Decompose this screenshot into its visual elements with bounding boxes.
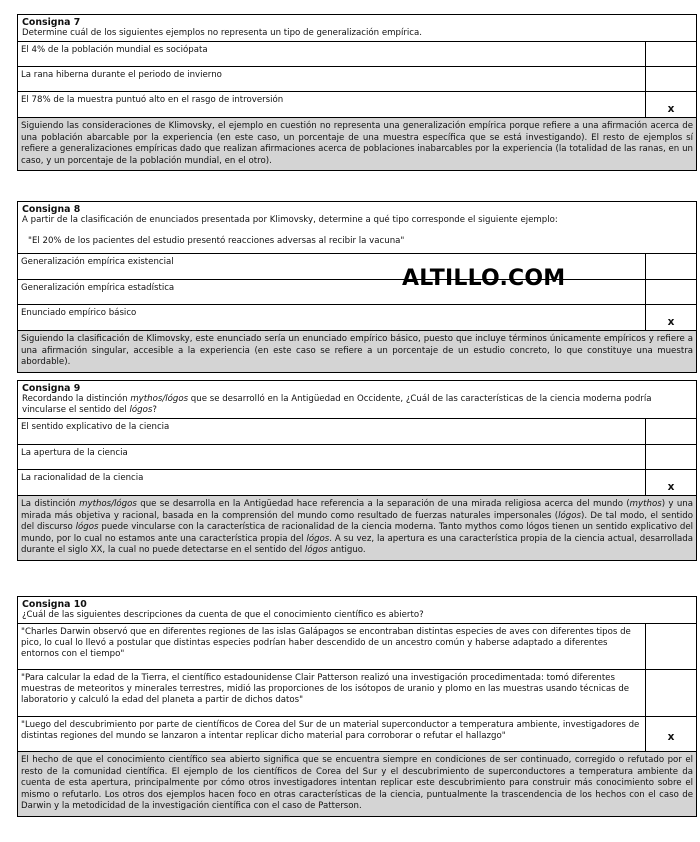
option-mark: [646, 254, 696, 279]
consigna-7-explanation: Siguiendo las consideraciones de Klimovsky, el ejemplo en cuestión no representa una generalización empírica porque refiere a una afirmación acerca de una población abarcable por la experiencia (en este caso, un porcentaje de una muestra específica que se está investigando). El resto de ejemplos sí refiere a generalizaciones empíricas dado que realizan afirmaciones acerca de poblaciones inabarcables por la experiencia (la totalidad de las ranas, en un caso, y un porcentaje de la población mundial, en el otro).: [18, 118, 696, 170]
exp-part: . A su vez, la apertura es una característica propia de la ciencia actual, desarrollada durante el siglo XX, la cual no puede detectarse en el sentido del: [21, 533, 693, 556]
option-row: [18, 470, 696, 496]
consigna-8-explanation: Siguiendo la clasificación de Klimovsky, este enunciado sería un enunciado empírico básico, puesto que incluye términos únicamente empíricos y refiere a una afirmación singular, accesible a la experiencia (en este caso se refiere a un porcentaje de un estudio concreto, lo que constituye una muestra abordable).: [18, 331, 696, 372]
option-row: [18, 419, 696, 445]
option-mark-selected: x: [667, 481, 675, 493]
exp-part: antiguo.: [327, 545, 366, 556]
consigna-8-title: Consigna 8: [22, 204, 81, 215]
option-row: [18, 717, 696, 752]
consigna-10-block: [17, 596, 697, 817]
consigna-8-question: A partir de la clasificación de enunciados presentada por Klimovsky, determine a qué tipo corresponde el siguiente ejemplo:: [22, 215, 558, 225]
consigna-8-block: [17, 201, 697, 373]
option-mark: [646, 445, 696, 469]
option-row: [18, 254, 696, 280]
consigna-7-question: Determine cuál de los siguientes ejemplos no representa un tipo de generalización empírica.: [22, 28, 423, 38]
consigna-7-header: [18, 15, 696, 42]
option-text: El 4% de la población mundial es sociópata: [18, 42, 646, 66]
consigna-9-question: [22, 394, 692, 416]
question-italic: mythos/lógos: [130, 394, 189, 404]
consigna-7-block: [17, 14, 697, 171]
option-row: [18, 624, 696, 670]
exp-part: La distinción: [21, 499, 80, 509]
option-text: Generalización empírica existencial: [18, 254, 646, 279]
option-text: Generalización empírica estadística: [18, 280, 646, 304]
option-text: "Para calcular la edad de la Tierra, el científico estadounidense Clair Patterson realizó una investigación procedimentada: tomó diferentes muestras de meteoritos y minerales terrestres, midió las proporciones de los isótopos de uranio y plomo en las muestras usando técnicas de laboratorio y calculó la edad del planeta a partir de dichos datos": [18, 670, 646, 716]
option-row: [18, 92, 696, 118]
option-mark: [646, 67, 696, 91]
question-part: que se desarrolló en la Antigüedad en Occidente, ¿Cuál de las características de la ciencia moderna podría vincularse el sentido del: [22, 394, 652, 415]
exp-italic: lógos: [306, 533, 330, 544]
option-text: "Charles Darwin observó que en diferentes regiones de las islas Galápagos se encontraban distintas especies de aves con diferentes tipos de pico, lo cual lo llevó a postular que distintas especies podrían haber descendido de un ancestro común y haberse adaptado a diferentes entornos con el tiempo": [18, 624, 646, 669]
consigna-8-quote: "El 20% de los pacientes del estudio presentó reacciones adversas al recibir la vacuna": [28, 236, 405, 246]
consigna-9-explanation: [18, 496, 696, 560]
exp-part: que se desarrolla en la Antigüedad hace referencia a la separación de una mirada religiosa acerca del mundo (: [136, 499, 630, 509]
option-text: "Luego del descubrimiento por parte de científicos de Corea del Sur de un material superconductor a temperatura ambiente, investigadores de distintas regiones del mundo se lanzaron a intentar replicar dicho material para corroborar o refutar el hallazgo": [18, 717, 646, 751]
exp-italic: lógos: [558, 510, 581, 521]
consigna-9-header: [18, 381, 696, 419]
option-mark-selected: x: [667, 731, 675, 743]
option-text: Enunciado empírico básico: [18, 305, 646, 330]
question-part: ?: [152, 405, 157, 415]
option-text: El 78% de la muestra puntuó alto en el rasgo de introversión: [18, 92, 646, 117]
consigna-7-title: Consigna 7: [22, 17, 81, 28]
exp-italic: mythos: [629, 499, 662, 509]
question-part: Recordando la distinción: [22, 394, 131, 404]
consigna-8-header: [18, 202, 696, 254]
option-text: La apertura de la ciencia: [18, 445, 646, 469]
exp-part: ) y una mirada más objetiva y racional, basada en la comprensión del mundo como resultado de fuerzas naturales impersonales (: [21, 499, 694, 521]
option-row: [18, 67, 696, 92]
option-row: [18, 305, 696, 331]
consigna-10-title: Consigna 10: [22, 599, 87, 610]
consigna-10-question: ¿Cuál de las siguientes descripciones da cuenta de que el conocimiento científico es abierto?: [22, 610, 424, 620]
consigna-10-explanation: El hecho de que el conocimiento científico sea abierto significa que se encuentra siempre en condiciones de ser continuado, corregido o refutado por el resto de la comunidad científica. El ejemplo de los científicos de Corea del Sur y el descubrimiento de superconductores a temperatura ambiente da cuenta de esta apertura, principalmente por cómo otros investigadores intentan replicar este descubrimiento para construir más conocimiento sobre el mismo o refutarlo. Los otros dos ejemplos hacen foco en otras características de la ciencia, puntualmente la trascendencia de los hechos con el caso de Darwin y la metodicidad de la investigación científica con el caso de Patterson.: [18, 752, 696, 816]
option-mark-selected: x: [667, 103, 675, 115]
option-mark: [646, 670, 696, 716]
option-text: La rana hiberna durante el periodo de invierno: [18, 67, 646, 91]
exp-italic: lógos: [304, 545, 328, 556]
option-text: El sentido explicativo de la ciencia: [18, 419, 646, 444]
option-row: [18, 280, 696, 305]
option-mark-selected: x: [667, 316, 675, 328]
option-mark: [646, 42, 696, 66]
option-row: [18, 42, 696, 67]
consigna-9-title: Consigna 9: [22, 383, 81, 394]
exp-part: puede vincularse con la característica de racionalidad de la ciencia moderna. Tanto mythos como lógos tienen un sentido explicativo del mundo, por lo cual no estamos ante una característica propia del: [21, 522, 693, 544]
option-mark: [646, 280, 696, 304]
option-text: La racionalidad de la ciencia: [18, 470, 646, 495]
exp-italic: mythos/lógos: [79, 499, 137, 509]
exp-italic: lógos: [75, 522, 99, 533]
consigna-9-block: [17, 380, 697, 561]
altillo-watermark: ALTILLO.COM: [402, 266, 566, 291]
exp-part: ). De tal modo, el sentido del discurso: [21, 510, 694, 533]
question-italic: lógos: [129, 405, 153, 415]
option-mark: [646, 624, 696, 669]
option-row: [18, 670, 696, 717]
option-row: [18, 445, 696, 470]
option-mark: [646, 419, 696, 444]
consigna-10-header: [18, 597, 696, 624]
